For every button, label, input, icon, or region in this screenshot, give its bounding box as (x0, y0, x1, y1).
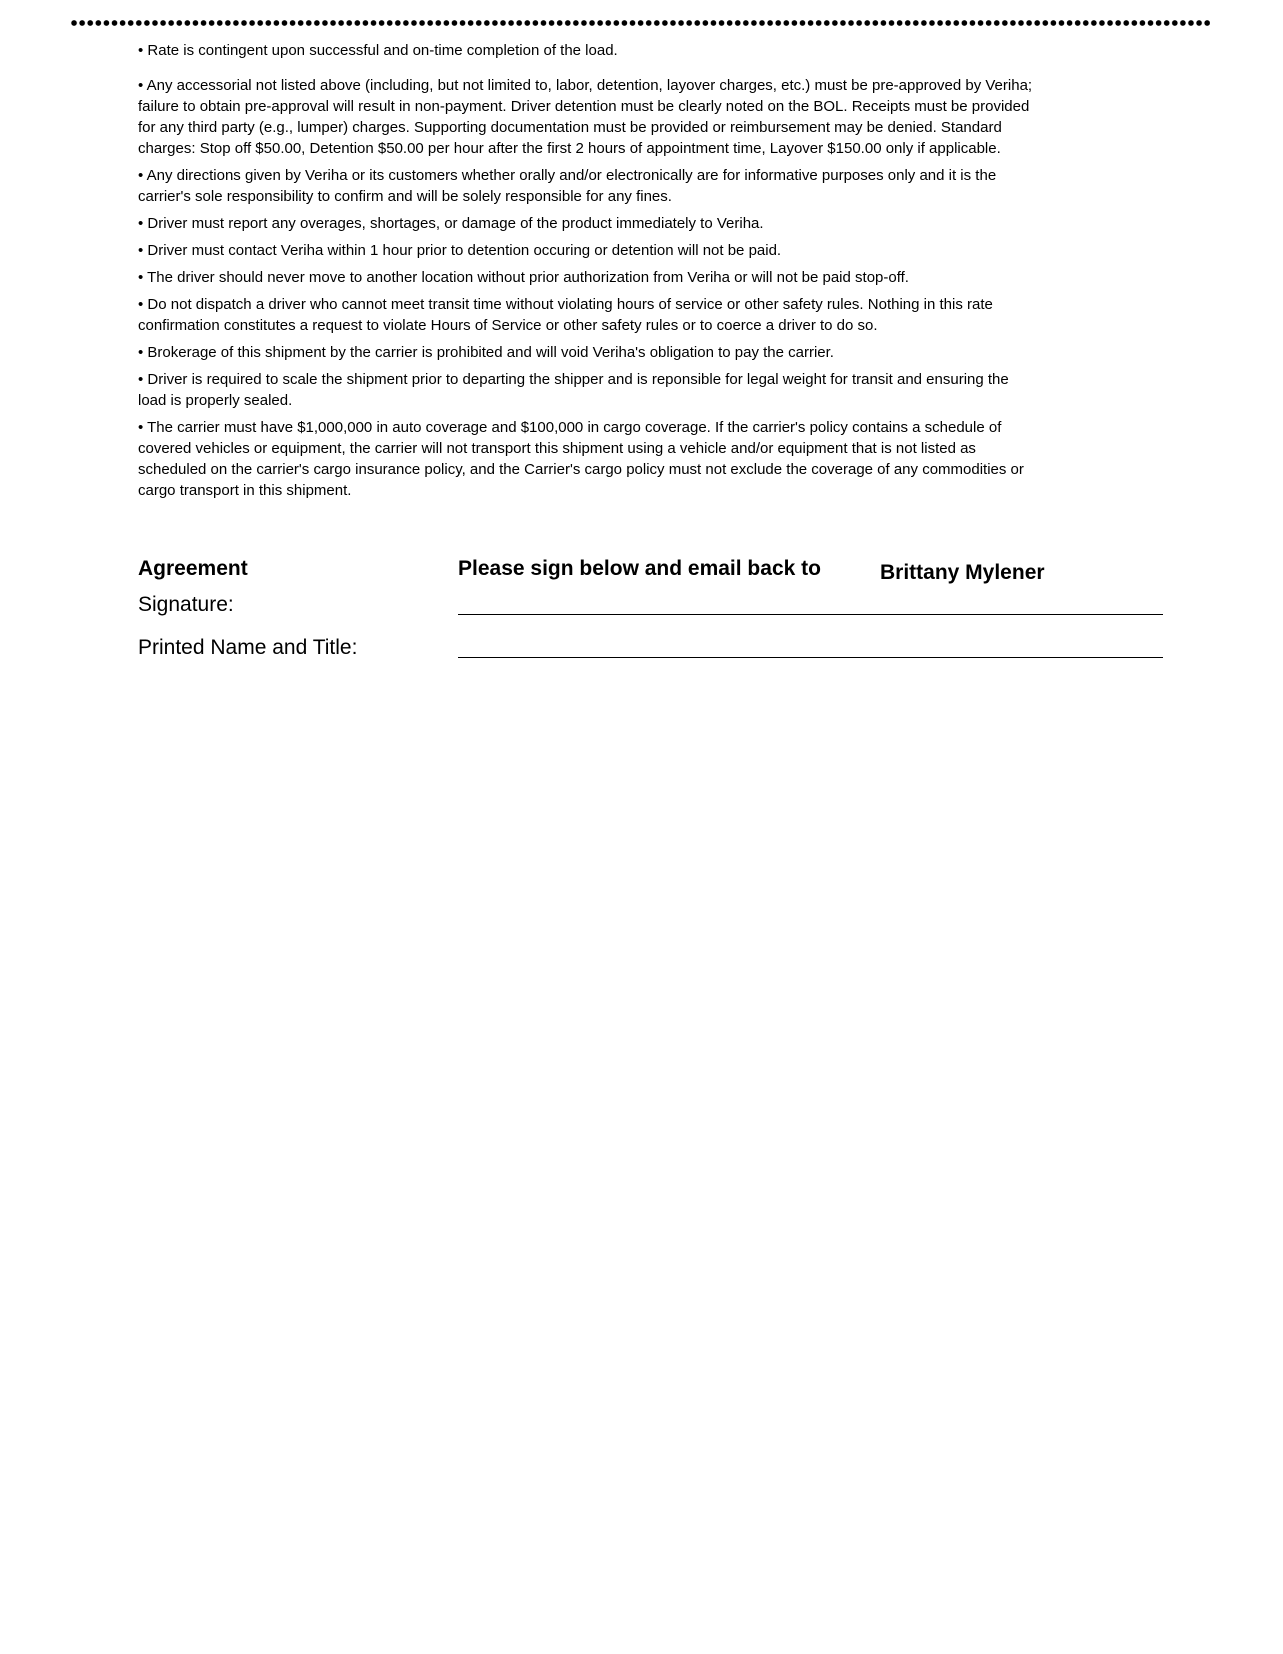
dotted-separator (70, 19, 1210, 27)
signature-label: Signature: (138, 593, 234, 616)
contact-name: Brittany Mylener (880, 561, 1045, 584)
term-brokerage: • Brokerage of this shipment by the carrier is prohibited and will void Veriha's obligation to pay the carrier. (138, 344, 834, 361)
term-rate-contingent: • Rate is contingent upon successful and on-time completion of the load. (138, 42, 618, 59)
term-hours-of-service: • Do not dispatch a driver who cannot meet transit time without violating hours of service or other safety rules. Nothing in this rate confirmation constitutes a request to violate Hours of Service or other safety rules or to coerce a driver to do so. (138, 296, 993, 334)
term-directions: • Any directions given by Veriha or its customers whether orally and/or electronically are for informative purposes only and it is the carrier's sole responsibility to confirm and will be solely responsible for any fines. (138, 167, 997, 205)
printed-name-label: Printed Name and Title: (138, 636, 358, 659)
term-accessorial: • Any accessorial not listed above (including, but not limited to, labor, detention, layover charges, etc.) must be pre-approved by Veriha; failure to obtain pre-approval will result in non-payment. Driver detention must be clearly noted on the BOL. Receipts must be provided for any third party (e.g., lumper) charges. Supporting documentation must be provided or reimbursement may be denied. Standard charges: Stop off $50.00, Detention $50.00 per hour after the first 2 hours of appointment time, Layover $150.00 only if applicable. (138, 77, 1033, 157)
term-detention-contact: • Driver must contact Veriha within 1 hour prior to detention occuring or detention will not be paid. (138, 242, 782, 259)
sign-instruction: Please sign below and email back to (458, 557, 821, 580)
agreement-title: Agreement (138, 557, 248, 580)
printed-name-line[interactable] (458, 657, 1163, 658)
terms-list (138, 40, 1038, 507)
signature-line[interactable] (458, 614, 1163, 615)
term-report-damage: • Driver must report any overages, shortages, or damage of the product immediately to Veriha. (138, 215, 764, 232)
term-scale-shipment: • Driver is required to scale the shipment prior to departing the shipper and is reponsible for legal weight for transit and ensuring the load is properly sealed. (138, 371, 1009, 409)
term-location-authorization: • The driver should never move to another location without prior authorization from Veriha or will not be paid stop-off. (138, 269, 909, 286)
term-insurance-coverage: • The carrier must have $1,000,000 in auto coverage and $100,000 in cargo coverage. If the carrier's policy contains a schedule of covered vehicles or equipment, the carrier will not transport this shipment using a vehicle and/or equipment that is not listed as scheduled on the carrier's cargo insurance policy, and the Carrier's cargo policy must not exclude the coverage of any commodities or cargo transport in this shipment. (138, 419, 1024, 499)
